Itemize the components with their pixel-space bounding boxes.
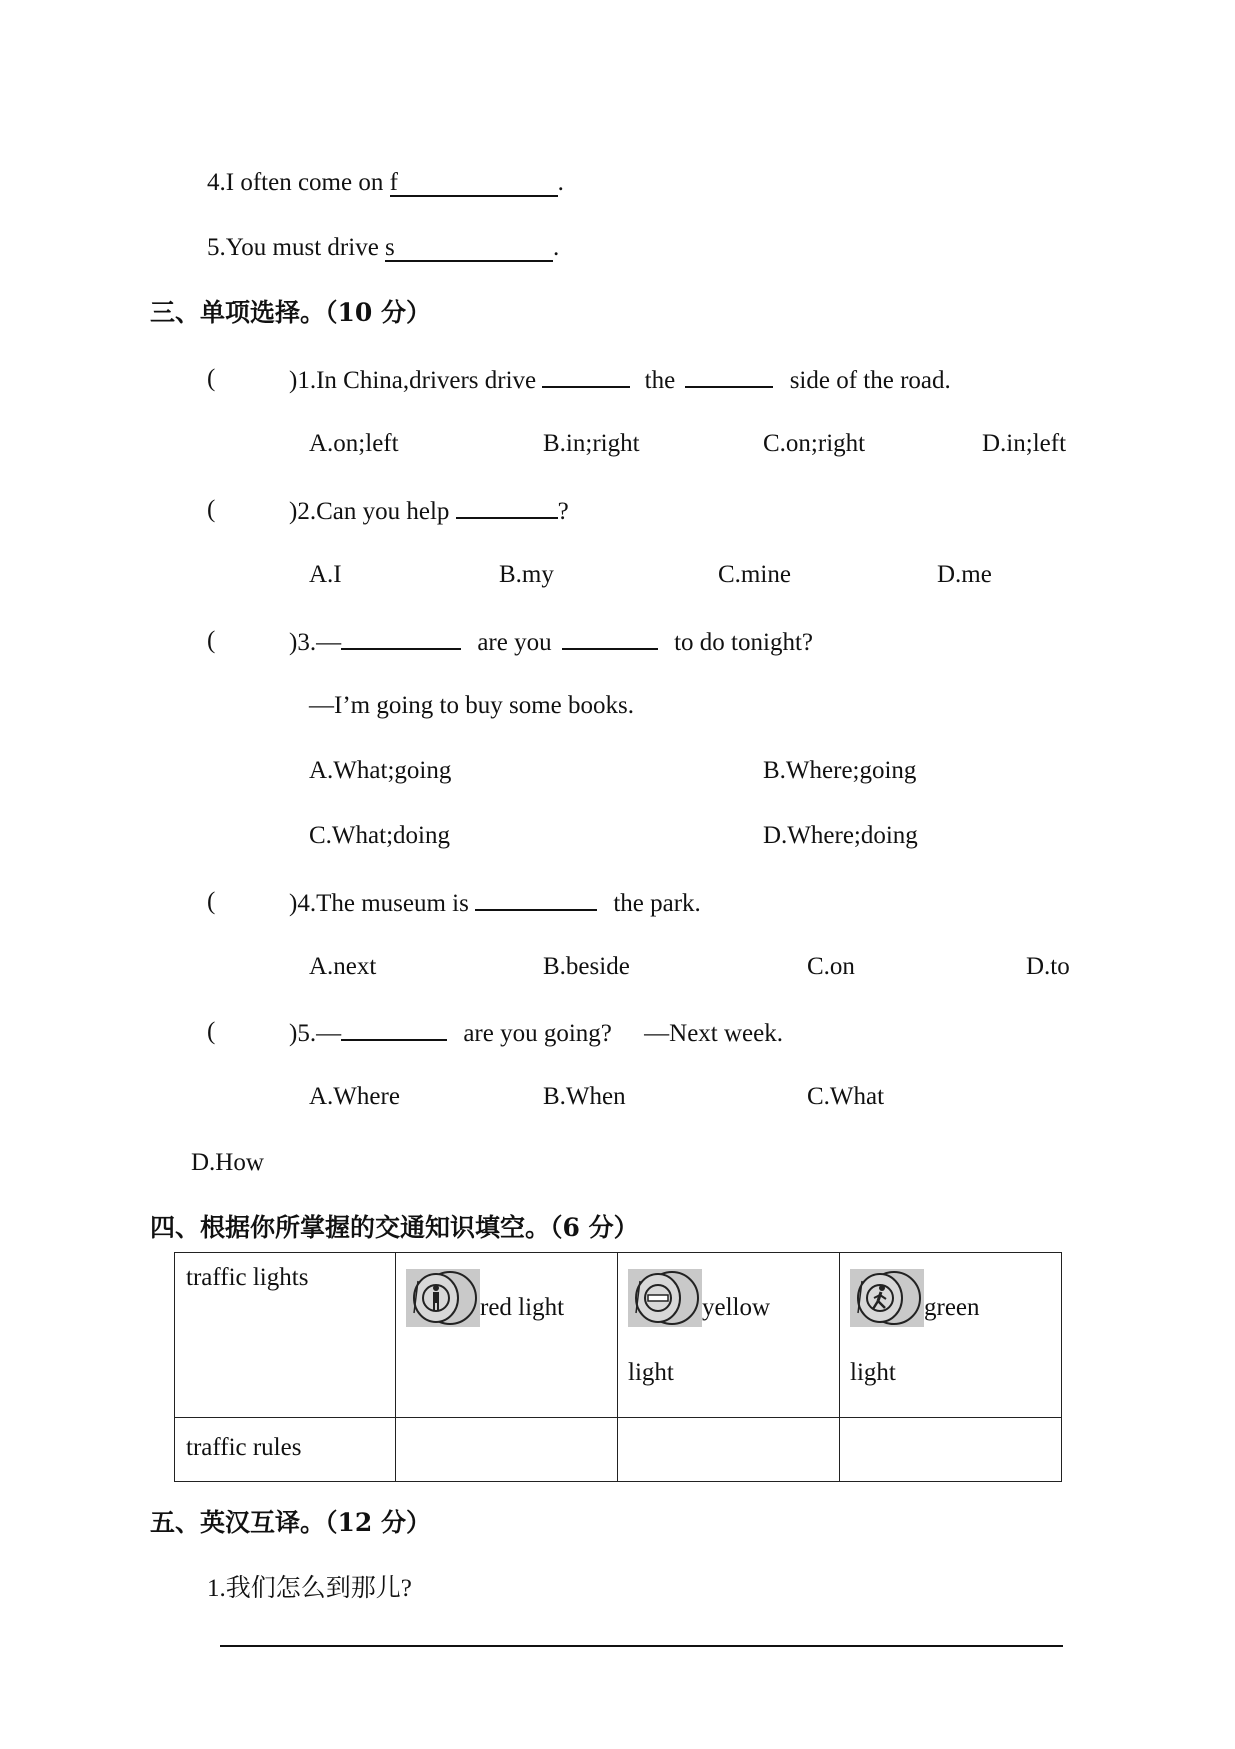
yellow-light-label: yellow: [702, 1294, 771, 1321]
green-rule-cell[interactable]: [840, 1418, 1062, 1482]
fill-item-4-end: .: [557, 169, 564, 196]
traffic-table: [174, 1252, 1062, 1482]
q4-blank[interactable]: [475, 887, 597, 911]
q1-stem: [289, 364, 951, 396]
q4-text: )4.The museum is: [289, 890, 476, 917]
q2-stem: [289, 495, 569, 527]
fill-item-4-blank[interactable]: [390, 171, 558, 197]
fill-item-4-hint: f: [389, 169, 398, 196]
q4-end: the park.: [613, 890, 701, 917]
yellow-light-cell: [618, 1253, 840, 1418]
q1-option-c[interactable]: C.on;right: [763, 430, 866, 457]
walking-person-icon: [850, 1269, 924, 1327]
q1-option-b[interactable]: B.in;right: [543, 430, 640, 457]
q5-option-c[interactable]: C.What: [807, 1083, 885, 1110]
fill-item-5-blank[interactable]: [385, 236, 553, 262]
traffic-lights-header-cell: [175, 1253, 396, 1418]
no-entry-bar-icon: [628, 1269, 702, 1327]
translate-q1-answer-line[interactable]: [220, 1645, 1063, 1647]
fill-item-4: [207, 168, 564, 198]
q3-end: to do tonight?: [674, 629, 813, 656]
q1-text: )1.In China,drivers drive: [289, 367, 543, 394]
fill-item-5: [207, 233, 559, 263]
q2-answer-paren[interactable]: (: [207, 496, 216, 523]
q5-option-a[interactable]: A.Where: [309, 1083, 400, 1110]
fill-item-4-text: 4.I often come on: [207, 169, 390, 196]
fill-item-5-hint: s: [385, 234, 395, 261]
translate-q1: 1.我们怎么到那儿?: [207, 1575, 412, 1602]
q4-option-c[interactable]: C.on: [807, 953, 855, 980]
q2-blank[interactable]: [456, 495, 558, 519]
section-4-title: 四、根据你所掌握的交通知识填空。（6 分）: [150, 1213, 639, 1242]
q1-blank-2[interactable]: [685, 364, 773, 388]
q3-mid: are you: [477, 629, 552, 656]
q1-end: side of the road.: [789, 367, 951, 394]
q5-stem: [289, 1017, 783, 1049]
red-light-label: red light: [480, 1294, 565, 1321]
q3-blank-1[interactable]: [341, 626, 461, 650]
green-light-cell: [840, 1253, 1062, 1418]
fill-item-5-text: 5.You must drive: [207, 234, 386, 261]
q5-option-b[interactable]: B.When: [543, 1083, 626, 1110]
q3-answer-paren[interactable]: (: [207, 627, 216, 654]
q2-option-b[interactable]: B.my: [499, 561, 554, 588]
standing-person-icon: [406, 1269, 480, 1327]
q5-reply: —Next week.: [644, 1020, 783, 1047]
q3-blank-2[interactable]: [562, 626, 658, 650]
yellow-rule-cell[interactable]: [618, 1418, 840, 1482]
q2-end: ?: [557, 498, 569, 525]
traffic-rules-header-cell: [175, 1418, 396, 1482]
q2-option-a[interactable]: A.I: [309, 561, 342, 588]
q2-option-c[interactable]: C.mine: [718, 561, 791, 588]
q2-option-d[interactable]: D.me: [937, 561, 992, 588]
green-light-label: green: [924, 1294, 980, 1321]
q3-stem: [289, 626, 813, 658]
green-light-label-2: light: [850, 1359, 896, 1386]
red-rule-cell[interactable]: [396, 1418, 618, 1482]
q3-text: )3.—: [289, 629, 342, 656]
q4-stem: [289, 887, 701, 919]
q1-blank-1[interactable]: [542, 364, 630, 388]
q1-option-a[interactable]: A.on;left: [309, 430, 399, 457]
q2-text: )2.Can you help: [289, 498, 456, 525]
q1-mid: the: [644, 367, 676, 394]
q1-option-d[interactable]: D.in;left: [982, 430, 1067, 457]
q3-option-d[interactable]: D.Where;doing: [763, 822, 918, 849]
q3-option-b[interactable]: B.Where;going: [763, 757, 917, 784]
q5-blank[interactable]: [341, 1017, 447, 1041]
q1-answer-paren[interactable]: (: [207, 365, 216, 392]
section-5-title: 五、英汉互译。（12 分）: [150, 1508, 431, 1537]
q5-option-d[interactable]: D.How: [191, 1149, 264, 1176]
fill-item-5-end: .: [553, 234, 560, 261]
red-light-cell: [396, 1253, 618, 1418]
q3-option-c[interactable]: C.What;doing: [309, 822, 450, 849]
q4-option-b[interactable]: B.beside: [543, 953, 630, 980]
q4-option-d[interactable]: D.to: [1026, 953, 1070, 980]
q3-reply: —I’m going to buy some books.: [309, 692, 634, 719]
yellow-light-label-2: light: [628, 1359, 674, 1386]
q5-text: )5.—: [289, 1020, 342, 1047]
q5-end: are you going?: [463, 1020, 612, 1047]
traffic-lights-header: traffic lights: [186, 1264, 309, 1291]
traffic-rules-header: traffic rules: [186, 1434, 302, 1461]
q3-option-a[interactable]: A.What;going: [309, 757, 452, 784]
q5-answer-paren[interactable]: (: [207, 1018, 216, 1045]
section-3-title: 三、单项选择。（10 分）: [150, 298, 431, 327]
q4-option-a[interactable]: A.next: [309, 953, 377, 980]
q4-answer-paren[interactable]: (: [207, 888, 216, 915]
